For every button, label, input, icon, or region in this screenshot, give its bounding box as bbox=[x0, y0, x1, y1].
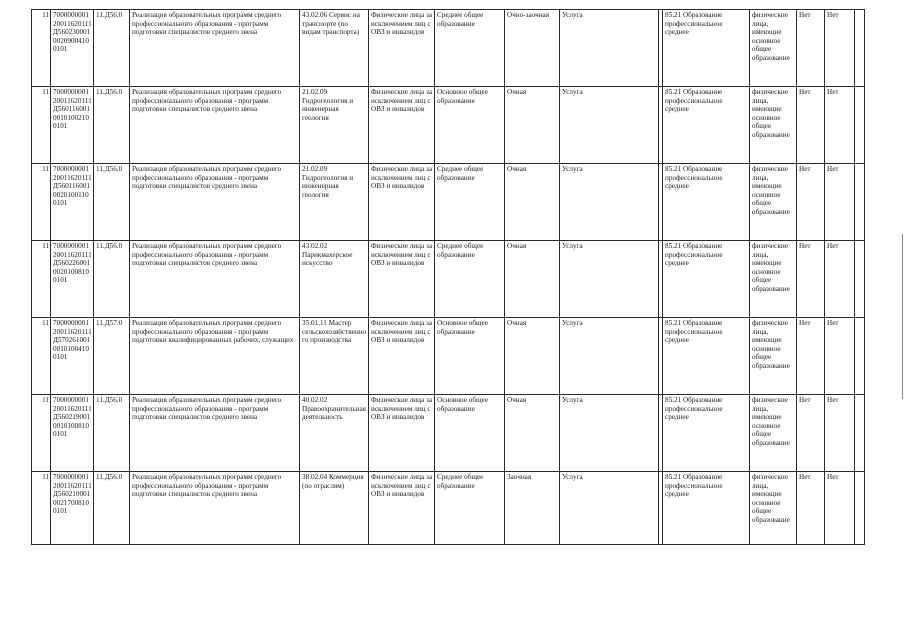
service-type-cell: Услуга bbox=[560, 164, 659, 241]
flag-cell: Нет bbox=[825, 395, 855, 472]
row-number-cell: 11 bbox=[32, 472, 51, 545]
flag-cell: Нет bbox=[825, 318, 855, 395]
okved-cell: 85.21 Образование профессиональное среднее bbox=[663, 241, 750, 318]
flag-cell: Нет bbox=[825, 87, 855, 164]
registry-code-cell: 700000000120011620111Д57026100100101004100101 bbox=[51, 318, 94, 395]
service-type-cell: Услуга bbox=[560, 10, 659, 87]
okved-cell: 85.21 Образование профессиональное среднее bbox=[663, 472, 750, 545]
specialty-cell: 43.02.02 Парикмахерское искусство bbox=[300, 241, 369, 318]
study-form-cell: Очная bbox=[505, 87, 560, 164]
registry-code-cell: 700000000120011620111Д56021900100101008100101 bbox=[51, 395, 94, 472]
specialty-cell: 40.02.02 Правоохранительная деятельность bbox=[300, 395, 369, 472]
consumer-category-cell: Физические лица за исключением лиц с ОВЗ и инвалидов bbox=[369, 241, 435, 318]
education-base-cell: Основное общее образование bbox=[435, 395, 505, 472]
registry-table-body bbox=[32, 10, 865, 545]
program-name-cell: Реализация образовательных программ среднего профессионального образования - программ подготовки специалистов среднего звена bbox=[130, 395, 300, 472]
table-row bbox=[32, 87, 865, 164]
registry-code-cell: 700000000120011620111Д56022600100201008100101 bbox=[51, 241, 94, 318]
empty-cell bbox=[855, 87, 865, 164]
education-base-cell: Основное общее образование bbox=[435, 318, 505, 395]
row-number-cell: 11 bbox=[32, 395, 51, 472]
program-name-cell: Реализация образовательных программ среднего профессионального образования - программ подготовки специалистов среднего звена bbox=[130, 472, 300, 545]
program-name-cell: Реализация образовательных программ среднего профессионального образования - программ подготовки специалистов среднего звена bbox=[130, 87, 300, 164]
service-type-cell: Услуга bbox=[560, 87, 659, 164]
flag-cell: Нет bbox=[797, 87, 825, 164]
row-number-cell: 11 bbox=[32, 10, 51, 87]
row-number-cell: 11 bbox=[32, 164, 51, 241]
study-form-cell: Очная bbox=[505, 241, 560, 318]
okved-cell: 85.21 Образование профессиональное среднее bbox=[663, 164, 750, 241]
flag-cell: Нет bbox=[797, 318, 825, 395]
service-type-cell: Услуга bbox=[560, 241, 659, 318]
consumer-category-cell: Физические лица за исключением лиц с ОВЗ и инвалидов bbox=[369, 10, 435, 87]
table-row bbox=[32, 164, 865, 241]
flag-cell: Нет bbox=[797, 10, 825, 87]
education-base-cell: Среднее общее образование bbox=[435, 164, 505, 241]
study-form-cell: Очная bbox=[505, 395, 560, 472]
empty-cell bbox=[855, 395, 865, 472]
registry-code-cell: 700000000120011620111Д56021000100217008100101 bbox=[51, 472, 94, 545]
table-row bbox=[32, 241, 865, 318]
consumer-category-cell: Физические лица за исключением лиц с ОВЗ и инвалидов bbox=[369, 472, 435, 545]
flag-cell: Нет bbox=[825, 241, 855, 318]
program-name-cell: Реализация образовательных программ среднего профессионального образования - программ подготовки специалистов среднего звена bbox=[130, 241, 300, 318]
service-code-cell: 11.Д57.0 bbox=[94, 318, 130, 395]
specialty-cell: 21.02.09 Гидрогеология и инженерная геология bbox=[300, 87, 369, 164]
empty-cell bbox=[855, 472, 865, 545]
education-base-cell: Среднее общее образование bbox=[435, 472, 505, 545]
study-form-cell: Очная bbox=[505, 164, 560, 241]
registry-code-cell: 700000000120011620111Д56011600100201001100101 bbox=[51, 164, 94, 241]
requirement-cell: физические лица, имеющие основное общее образование bbox=[750, 10, 797, 87]
requirement-cell: физические лица, имеющие основное общее образование bbox=[750, 395, 797, 472]
program-name-cell: Реализация образовательных программ среднего профессионального образования - программ подготовки специалистов среднего звена bbox=[130, 10, 300, 87]
consumer-category-cell: Физические лица за исключением лиц с ОВЗ и инвалидов bbox=[369, 318, 435, 395]
okved-cell: 85.21 Образование профессиональное среднее bbox=[663, 318, 750, 395]
table-row bbox=[32, 318, 865, 395]
study-form-cell: Заочная bbox=[505, 472, 560, 545]
row-number-cell: 11 bbox=[32, 87, 51, 164]
consumer-category-cell: Физические лица за исключением лиц с ОВЗ и инвалидов bbox=[369, 395, 435, 472]
specialty-cell: 35.01.11 Мастер сельскохозяйственного производства bbox=[300, 318, 369, 395]
flag-cell: Нет bbox=[797, 164, 825, 241]
table-row bbox=[32, 10, 865, 87]
service-code-cell: 11.Д56.0 bbox=[94, 472, 130, 545]
flag-cell: Нет bbox=[825, 472, 855, 545]
specialty-cell: 43.02.06 Сервис на транспорте (по видам транспорта) bbox=[300, 10, 369, 87]
services-registry-table bbox=[31, 9, 865, 545]
specialty-cell: 21.02.09 Гидрогеология и инженерная геология bbox=[300, 164, 369, 241]
empty-cell bbox=[855, 10, 865, 87]
service-code-cell: 11.Д56.0 bbox=[94, 10, 130, 87]
education-base-cell: Среднее общее образование bbox=[435, 241, 505, 318]
row-number-cell: 11 bbox=[32, 318, 51, 395]
consumer-category-cell: Физические лица за исключением лиц с ОВЗ и инвалидов bbox=[369, 87, 435, 164]
flag-cell: Нет bbox=[797, 395, 825, 472]
program-name-cell: Реализация образовательных программ среднего профессионального образования - программ подготовки специалистов среднего звена bbox=[130, 164, 300, 241]
table-row bbox=[32, 395, 865, 472]
service-code-cell: 11.Д56.0 bbox=[94, 164, 130, 241]
registry-code-cell: 700000000120011620111Д56023000100209004100101 bbox=[51, 10, 94, 87]
education-base-cell: Среднее общее образование bbox=[435, 10, 505, 87]
requirement-cell: физические лица, имеющие основное общее образование bbox=[750, 472, 797, 545]
study-form-cell: Очно-заочная bbox=[505, 10, 560, 87]
empty-cell bbox=[855, 241, 865, 318]
requirement-cell: физические лица, имеющие основное общее образование bbox=[750, 164, 797, 241]
requirement-cell: физические лица, имеющие основное общее образование bbox=[750, 318, 797, 395]
okved-cell: 85.21 Образование профессиональное среднее bbox=[663, 395, 750, 472]
row-number-cell: 11 bbox=[32, 241, 51, 318]
requirement-cell: физические лица, имеющие основное общее образование bbox=[750, 241, 797, 318]
specialty-cell: 38.02.04 Коммерция (по отраслям) bbox=[300, 472, 369, 545]
flag-cell: Нет bbox=[797, 241, 825, 318]
okved-cell: 85.21 Образование профессиональное среднее bbox=[663, 87, 750, 164]
table-row bbox=[32, 472, 865, 545]
okved-cell: 85.21 Образование профессиональное среднее bbox=[663, 10, 750, 87]
program-name-cell: Реализация образовательных программ среднего профессионального образования - программ подготовки квалифицированных рабочих, служащих bbox=[130, 318, 300, 395]
service-type-cell: Услуга bbox=[560, 395, 659, 472]
empty-cell bbox=[855, 318, 865, 395]
service-code-cell: 11.Д56.0 bbox=[94, 395, 130, 472]
registry-code-cell: 700000000120011620111Д56011600100101002100101 bbox=[51, 87, 94, 164]
requirement-cell: физические лица, имеющие основное общее образование bbox=[750, 87, 797, 164]
service-type-cell: Услуга bbox=[560, 472, 659, 545]
study-form-cell: Очная bbox=[505, 318, 560, 395]
flag-cell: Нет bbox=[825, 10, 855, 87]
scan-edge-mark bbox=[902, 234, 903, 399]
flag-cell: Нет bbox=[825, 164, 855, 241]
service-code-cell: 11.Д56.0 bbox=[94, 241, 130, 318]
service-code-cell: 11.Д56.0 bbox=[94, 87, 130, 164]
consumer-category-cell: Физические лица за исключением лиц с ОВЗ и инвалидов bbox=[369, 164, 435, 241]
flag-cell: Нет bbox=[797, 472, 825, 545]
education-base-cell: Основное общее образование bbox=[435, 87, 505, 164]
empty-cell bbox=[855, 164, 865, 241]
service-type-cell: Услуга bbox=[560, 318, 659, 395]
